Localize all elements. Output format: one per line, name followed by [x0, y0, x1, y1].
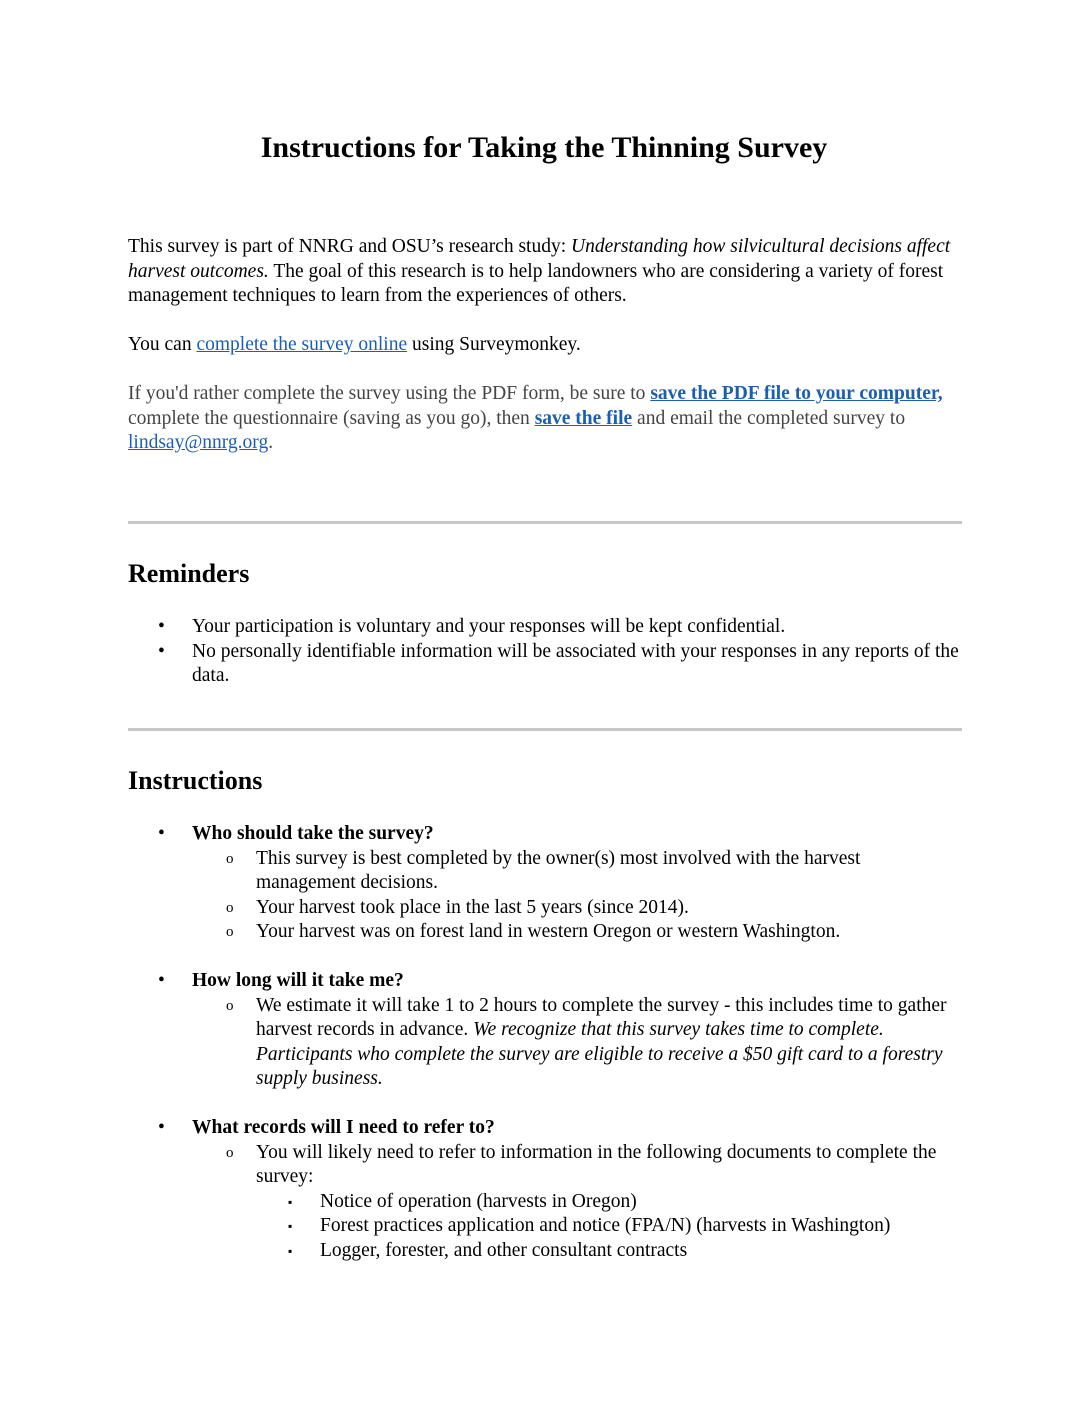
document-item: ▪ Logger, forester, and other consultant contracts	[256, 1239, 962, 1264]
intro-paragraph	[128, 235, 962, 309]
gift-card-note: We recognize that this survey takes time to complete. Participants who complete the survey are eligible to receive a $50 gift card to a forestry supply business.	[256, 1019, 943, 1089]
how-long-text: We estimate it will take 1 to 2 hours to complete the survey - this includes time to gather harvest records in advance.	[256, 994, 947, 1040]
how-long-section	[128, 969, 962, 1092]
study-title: Understanding how silvicultural decisions affect harvest outcomes.	[128, 236, 951, 282]
who-item: o This survey is best completed by the owner(s) most involved with the harvest management decisions.	[192, 847, 962, 896]
reminder-item: • Your participation is voluntary and your responses will be kept confidential.	[128, 615, 962, 640]
pdf-text-end: .	[268, 432, 274, 453]
instructions-list	[128, 822, 962, 1263]
reminder-item: • No personally identifiable information will be associated with your responses in any reports of the data.	[128, 640, 962, 689]
document-item: ▪ Notice of operation (harvests in Oregon)	[256, 1190, 962, 1215]
who-section	[128, 822, 962, 945]
divider-2	[128, 728, 962, 731]
online-survey-line	[128, 333, 962, 358]
pdf-text-middle: complete the questionnaire (saving as you go), then	[128, 407, 535, 429]
intro-text-end: The goal of this research is to help landowners who are considering a variety of forest management techniques to learn from the experiences of others.	[128, 260, 944, 306]
how-long-item	[192, 994, 962, 1092]
pdf-instructions-paragraph	[128, 382, 962, 456]
records-section	[128, 1116, 962, 1263]
email-link[interactable]: lindsay@nnrg.org	[128, 432, 269, 453]
who-question: • Who should take the survey?	[192, 823, 434, 844]
reminders-heading: Reminders	[128, 559, 250, 588]
documents-list	[256, 1190, 962, 1264]
pdf-text-middle2: and email the completed survey to	[632, 407, 906, 429]
records-item	[192, 1141, 962, 1264]
records-sublist	[192, 1141, 962, 1264]
pdf-text-start: If you'd rather complete the survey using the PDF form, be sure to	[128, 383, 651, 404]
page-title: Instructions for Taking the Thinning Survey	[260, 131, 828, 164]
records-text: o You will likely need to refer to information in the following documents to complete the survey:	[256, 1141, 937, 1187]
who-item: o Your harvest took place in the last 5 years (since 2014).	[192, 896, 962, 921]
save-pdf-link[interactable]: save the PDF file to your computer,	[650, 383, 943, 404]
who-sublist	[192, 847, 962, 945]
divider-1	[128, 521, 962, 524]
online-text-end: using Surveymonkey.	[407, 334, 581, 355]
reminders-list	[128, 615, 962, 689]
records-question: • What records will I need to refer to?	[192, 1117, 495, 1138]
how-long-sublist	[192, 994, 962, 1092]
instructions-heading: Instructions	[128, 766, 263, 795]
who-item: o Your harvest was on forest land in western Oregon or western Washington.	[192, 920, 962, 945]
online-survey-link[interactable]: complete the survey online	[196, 334, 408, 355]
how-long-question: • How long will it take me?	[192, 970, 404, 991]
online-text-start: You can	[128, 334, 197, 355]
document-item: ▪ Forest practices application and notice (FPA/N) (harvests in Washington)	[256, 1214, 962, 1239]
intro-text-start: This survey is part of NNRG and OSU’s research study:	[128, 236, 572, 257]
save-file-link[interactable]: save the file	[534, 407, 633, 429]
